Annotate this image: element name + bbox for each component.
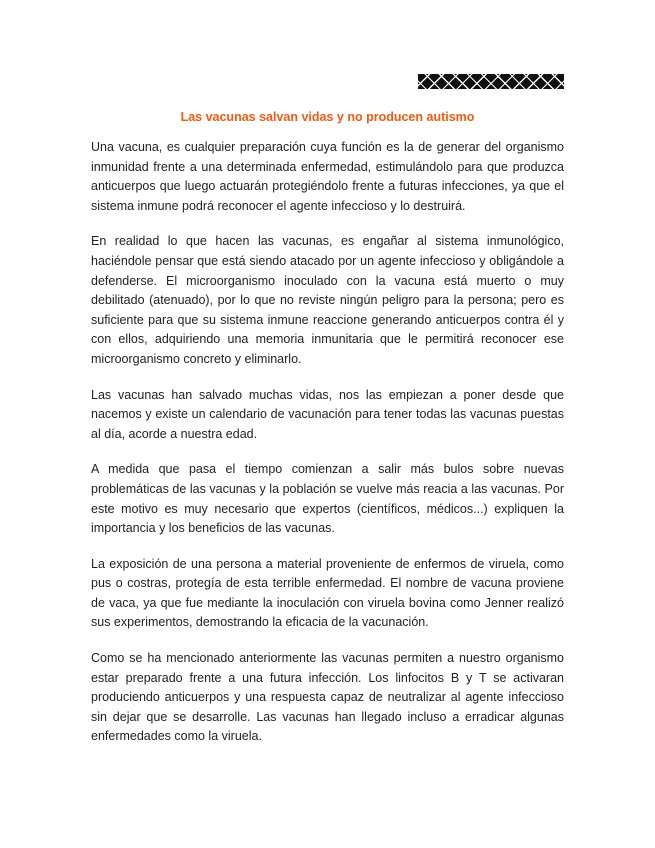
document-body <box>91 138 564 763</box>
paragraph: En realidad lo que hacen las vacunas, es engañar al sistema inmunológico, haciéndole pensar que está siendo atacado por un agente infeccioso y obligándole a defenderse. El microorganismo inoculado con la vacuna está muerto o muy debilitado (atenuado), por lo que no reviste ningún peligro para la persona; pero es suficiente para que su sistema inmune reaccione generando anticuerpos contra él y con ellos, adquiriendo una memoria inmunitaria que le permitirá reconocer ese microorganismo concreto y eliminarlo. <box>91 234 564 366</box>
document-title: Las vacunas salvan vidas y no producen autismo <box>180 110 475 124</box>
paragraph: Las vacunas han salvado muchas vidas, nos las empiezan a poner desde que nacemos y existe un calendario de vacunación para tener todas las vacunas puestas al día, acorde a nuestra edad. <box>91 387 564 441</box>
paragraph: A medida que pasa el tiempo comienzan a salir más bulos sobre nuevas problemáticas de las vacunas y la población se vuelve más reacia a las vacunas. Por este motivo es muy necesario que expertos (científicos, médicos...) expliquen la importancia y los beneficios de las vacunas. <box>91 462 564 536</box>
paragraph: La exposición de una persona a material proveniente de enfermos de viruela, como pus o costras, protegía de esta terrible enfermedad. El nombre de vacuna proviene de vaca, ya que fue mediante la inoculación con viruela bovina como Jenner realizó sus experimentos, demostrando la eficacia de la vacunación. <box>91 556 564 630</box>
redacted-bar <box>418 74 564 89</box>
paragraph: Una vacuna, es cualquier preparación cuya función es la de generar del organismo inmunidad frente a una determinada enfermedad, estimulándolo para que produzca anticuerpos que luego actuarán protegiéndolo frente a futuras infecciones, ya que el sistema inmune podrá reconocer el agente infeccioso y lo destruirá. <box>91 140 564 213</box>
paragraph: Como se ha mencionado anteriormente las vacunas permiten a nuestro organismo estar preparado frente a una futura infección. Los linfocitos B y T se activaran produciendo anticuerpos y una respuesta capaz de neutralizar al agente infeccioso sin dejar que se desarrolle. Las vacunas han llegado incluso a erradicar algunas enfermedades como la viruela. <box>91 651 564 744</box>
